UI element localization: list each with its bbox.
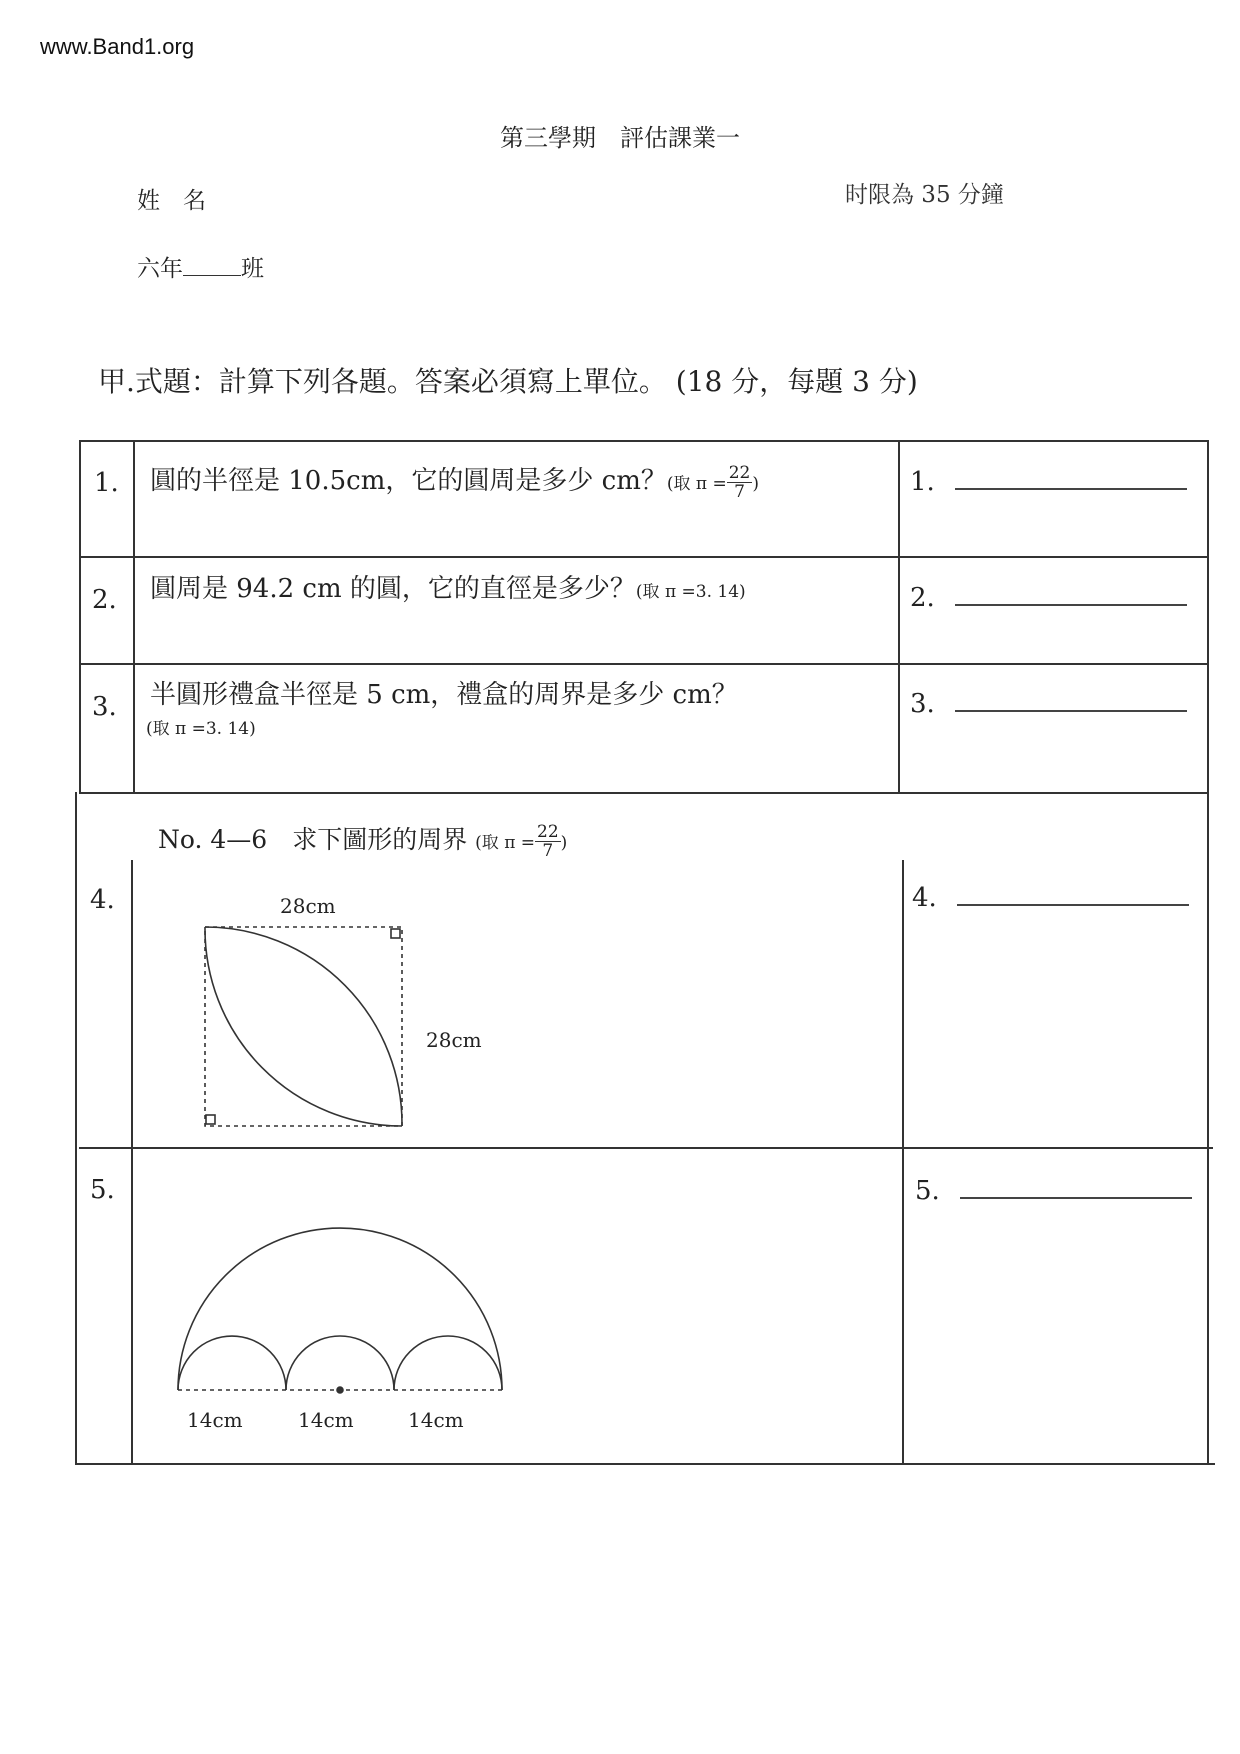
q1-question: 圓的半徑是 10.5cm，它的圓周是多少 cm？ xyxy=(150,466,667,496)
answer-label: 4. xyxy=(912,883,937,913)
q2-number: 2. xyxy=(92,585,117,615)
q5-center-dot xyxy=(337,1387,343,1393)
q4-number: 4. xyxy=(90,885,115,915)
q1-pi-prefix: (取 π = xyxy=(666,474,727,494)
q4-figure xyxy=(205,927,402,1126)
q5-small-semicircle xyxy=(286,1336,394,1390)
q1-pi-suffix: ) xyxy=(752,474,759,494)
q5-label-2: 14cm xyxy=(298,1408,354,1432)
q5-label-3: 14cm xyxy=(408,1408,464,1432)
q5-figure xyxy=(178,1228,502,1393)
section-title: 甲.式題：計算下列各題。答案必須寫上單位。 (18 分，每題 3 分) xyxy=(98,365,918,398)
q1-number: 1. xyxy=(94,468,119,498)
q2-question: 圓周是 94.2 cm 的圓，它的直徑是多少？ xyxy=(150,574,636,604)
name-label: 姓 名 xyxy=(137,188,206,214)
q4-arc-upper xyxy=(205,927,402,1126)
q5-label-1: 14cm xyxy=(187,1408,243,1432)
watermark: www.Band1.org xyxy=(40,34,195,59)
class-prefix: 六年 xyxy=(137,256,183,282)
q5-small-semicircle xyxy=(178,1336,286,1390)
q3-text: 半圓形禮盒半徑是 5 cm，禮盒的周界是多少 cm？ xyxy=(150,680,738,710)
group-pi-suffix: ) xyxy=(560,833,568,853)
q4-top-label: 28cm xyxy=(280,894,336,918)
q3-number: 3. xyxy=(92,692,117,722)
pi-denominator: 7 xyxy=(734,481,745,502)
right-angle-mark xyxy=(206,1115,215,1124)
group-heading-text: No. 4—6 求下圖形的周界 xyxy=(158,825,468,854)
q2-pi-note: (取 π =3. 14) xyxy=(635,582,746,602)
q5-number: 5. xyxy=(90,1175,115,1205)
group-pi-prefix: (取 π = xyxy=(475,833,536,853)
class-suffix: 班 xyxy=(241,256,264,282)
q3-pi-note: (取 π =3. 14) xyxy=(146,719,256,739)
q5-small-semicircle xyxy=(394,1336,502,1390)
pi-numerator: 22 xyxy=(728,462,751,483)
q5-large-semicircle xyxy=(178,1228,502,1390)
answer-label: 2. xyxy=(910,583,935,613)
page-title: 第三學期 評估課業一 xyxy=(500,124,740,152)
right-angle-mark xyxy=(391,929,400,938)
pi-numerator: 22 xyxy=(537,822,559,842)
q4-dotted-square xyxy=(205,927,402,1126)
q4-arc-lower xyxy=(205,927,402,1126)
answer-label: 1. xyxy=(910,467,935,497)
answer-label: 5. xyxy=(915,1176,940,1206)
answer-label: 3. xyxy=(910,689,935,719)
q4-side-label: 28cm xyxy=(426,1028,482,1052)
pi-denominator: 7 xyxy=(542,841,554,861)
time-limit: 时限為 35 分鐘 xyxy=(845,182,1004,208)
